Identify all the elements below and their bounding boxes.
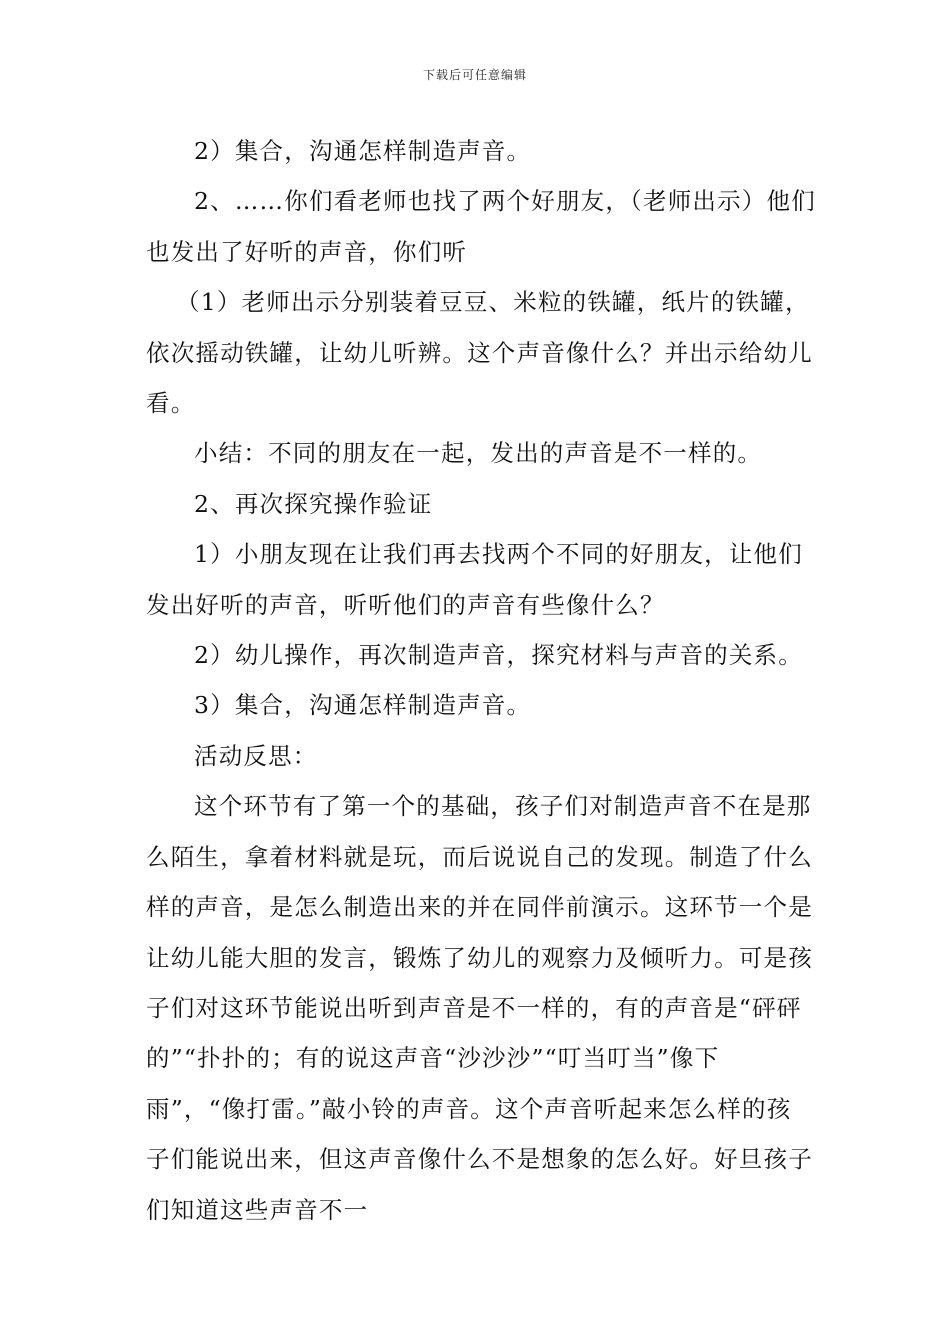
paragraph-teacher-friends: 2、……你们看老师也找了两个好朋友，（老师出示）他们也发出了好听的声音，你们听	[146, 187, 816, 266]
paragraph-find-friends: 1）小朋友现在让我们再去找两个不同的好朋友，让他们发出好听的声音，听听他们的声音有些像什么？	[146, 540, 803, 619]
paragraph-reflection-heading: 活动反思：	[194, 741, 318, 770]
paragraph-explore-again: 2、再次探究操作验证	[194, 489, 433, 518]
paragraph-reflection-body: 这个环节有了第一个的基础，孩子们对制造声音不在是那么陌生，拿着材料就是玩，而后说说自己的发现。制造了什么样的声音，是怎么制造出来的并在同伴前演示。这环节一个是让幼儿能大胆的发言，锻炼了幼儿的观察力及倾听力。可是孩子们对这环节能说出听到声音是不一样的，有的声音是“砰砰的”“扑扑的；有的说这声音“沙沙沙”“叮当叮当”像下雨”，“像打雷。”敲小铃的声音。这个声音听起来怎么样的孩子们能说出来，但这声音像什么不是想象的怎么好。好旦孩子们知道这些声音不一	[146, 792, 813, 1224]
document-body	[146, 126, 816, 1235]
paragraph-summary: 小结：不同的朋友在一起，发出的声音是不一样的。	[194, 439, 763, 468]
page-header: 下载后可任意编辑	[422, 68, 527, 82]
paragraph-gather-again: 3）集合，沟通怎样制造声音。	[194, 691, 532, 720]
paragraph-children-operate: 2）幼儿操作，再次制造声音，探究材料与声音的关系。	[194, 641, 803, 670]
paragraph-gather-discuss: 2）集合，沟通怎样制造声音。	[194, 137, 532, 165]
paragraph-teacher-shows-cans: （1）老师出示分别装着豆豆、米粒的铁罐，纸片的铁罐，依次摇动铁罐，让幼儿听辨。这个声音像什么？并出示给幼儿看。	[146, 288, 813, 418]
